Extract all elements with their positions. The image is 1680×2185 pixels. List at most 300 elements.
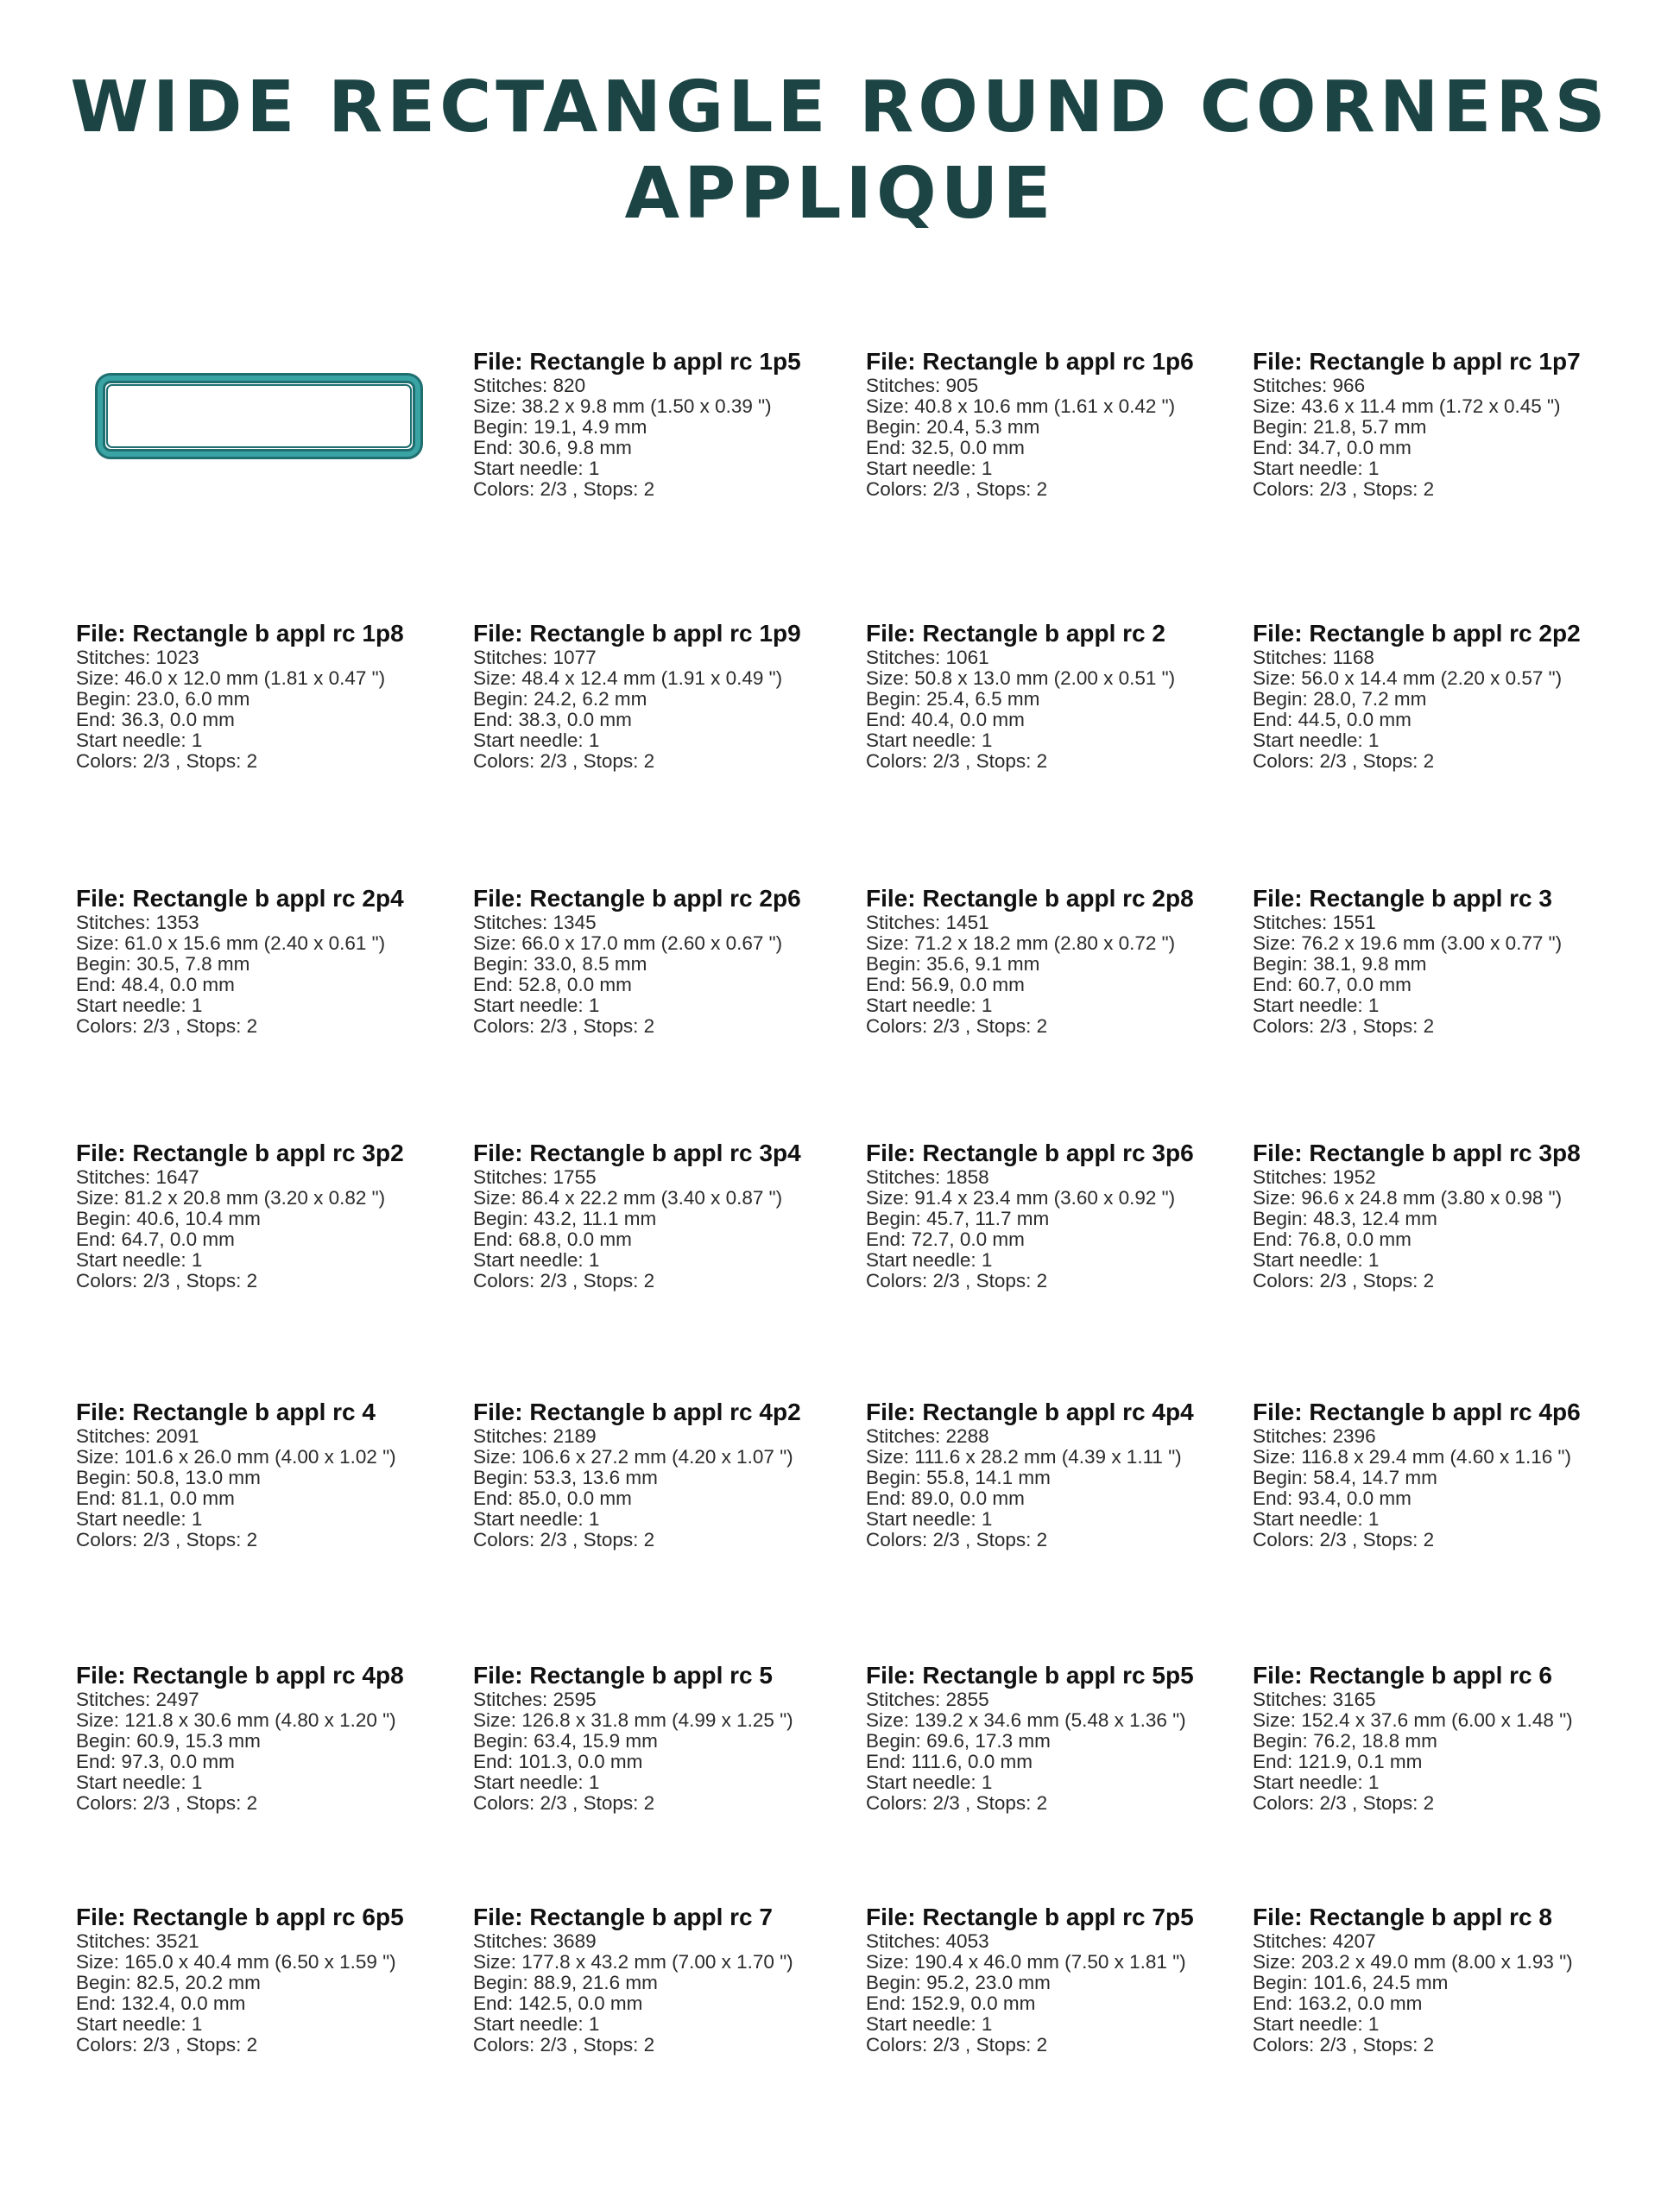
begin-value: 63.4, 15.9 mm	[534, 1730, 658, 1752]
file-end-line	[866, 975, 1194, 995]
file-name	[1253, 348, 1581, 376]
file-name	[1253, 620, 1581, 647]
start-needle-label: Start needle:	[76, 995, 192, 1016]
file-name	[866, 1140, 1194, 1167]
file-colors-line	[866, 2035, 1194, 2056]
file-colors-line	[1253, 1530, 1581, 1550]
file-name-value: Rectangle b appl rc 1p7	[1309, 348, 1581, 375]
file-end-line	[866, 1752, 1194, 1772]
file-size-line	[866, 933, 1194, 954]
begin-label: Begin:	[76, 1208, 137, 1229]
start-needle-label: Start needle:	[473, 729, 589, 751]
file-name	[866, 1662, 1194, 1689]
file-name-value: Rectangle b appl rc 3p4	[529, 1140, 801, 1166]
file-start-needle-line	[76, 2014, 404, 2035]
file-name-value: Rectangle b appl rc 4	[132, 1399, 376, 1425]
file-size-line	[1253, 1447, 1581, 1468]
file-entry	[1253, 1904, 1573, 2056]
start-needle-label: Start needle:	[473, 2013, 589, 2035]
begin-label: Begin:	[1253, 953, 1314, 975]
file-start-needle-line	[1253, 730, 1581, 751]
colors-label: Colors:	[866, 478, 933, 500]
file-end-line	[866, 438, 1194, 458]
size-value: 126.8 x 31.8 mm (4.99 x 1.25 ")	[521, 1709, 793, 1731]
end-label: End:	[473, 1228, 519, 1250]
colors-label: Colors:	[473, 750, 540, 772]
end-label: End:	[76, 1228, 122, 1250]
begin-value: 48.3, 12.4 mm	[1313, 1208, 1437, 1229]
colors-label: Colors:	[76, 1792, 143, 1814]
stitches-value: 4053	[945, 1930, 989, 1952]
stitches-label: Stitches:	[866, 1166, 946, 1188]
start-needle-value: 1	[1367, 1249, 1380, 1271]
size-label: Size:	[473, 1951, 522, 1973]
start-needle-label: Start needle:	[76, 1771, 192, 1793]
file-stitches-line	[473, 647, 801, 668]
start-needle-label: Start needle:	[76, 1249, 192, 1271]
colors-label: Colors:	[473, 478, 540, 500]
file-start-needle-line	[473, 1509, 801, 1530]
end-label: End:	[473, 1992, 519, 2014]
start-needle-label: Start needle:	[473, 1771, 589, 1793]
file-begin-line	[473, 689, 801, 710]
file-label: File:	[1253, 348, 1310, 375]
start-needle-value: 1	[191, 1249, 203, 1271]
file-end-line	[1253, 1229, 1581, 1250]
file-start-needle-line	[76, 995, 404, 1016]
file-stitches-line	[76, 1931, 404, 1952]
stitches-label: Stitches:	[473, 1930, 553, 1952]
begin-label: Begin:	[866, 1730, 927, 1752]
colors-label: Colors:	[76, 1015, 143, 1037]
file-stitches-line	[76, 913, 404, 933]
begin-value: 23.0, 6.0 mm	[136, 688, 250, 710]
file-begin-line	[1253, 417, 1581, 438]
end-label: End:	[76, 1751, 122, 1772]
end-label: End:	[1253, 437, 1298, 458]
file-begin-line	[866, 417, 1194, 438]
size-label: Size:	[1253, 667, 1302, 689]
start-needle-label: Start needle:	[1253, 1508, 1368, 1530]
file-name-value: Rectangle b appl rc 4p4	[922, 1399, 1194, 1425]
size-label: Size:	[76, 1187, 125, 1209]
size-value: 165.0 x 40.4 mm (6.50 x 1.59 ")	[124, 1951, 396, 1973]
start-needle-label: Start needle:	[866, 995, 982, 1016]
stitches-label: Stitches:	[76, 1930, 156, 1952]
file-name-value: Rectangle b appl rc 6p5	[132, 1904, 404, 1930]
file-end-line	[1253, 975, 1562, 995]
file-end-line	[1253, 1488, 1581, 1509]
end-value: 34.7, 0.0 mm	[1298, 437, 1412, 458]
stitches-value: 3689	[553, 1930, 597, 1952]
file-start-needle-line	[473, 1772, 793, 1793]
end-value: 56.9, 0.0 mm	[911, 974, 1025, 995]
file-name-value: Rectangle b appl rc 7p5	[922, 1904, 1194, 1930]
end-label: End:	[76, 974, 122, 995]
file-begin-line	[1253, 689, 1581, 710]
file-colors-line	[866, 1271, 1194, 1291]
start-needle-label: Start needle:	[76, 1508, 192, 1530]
stitches-value: 2091	[155, 1425, 199, 1447]
stitches-value: 2595	[553, 1689, 597, 1710]
file-begin-line	[1253, 1468, 1581, 1488]
size-value: 48.4 x 12.4 mm (1.91 x 0.49 ")	[521, 667, 783, 689]
end-value: 32.5, 0.0 mm	[911, 437, 1025, 458]
file-entry	[1253, 1662, 1573, 1814]
file-size-line	[473, 1447, 801, 1468]
size-label: Size:	[473, 395, 522, 417]
start-needle-label: Start needle:	[473, 458, 589, 479]
file-colors-line	[76, 2035, 404, 2056]
start-needle-value: 1	[191, 1771, 203, 1793]
file-end-line	[76, 1488, 396, 1509]
file-stitches-line	[473, 1167, 801, 1188]
rounded-rectangle-applique-preview-icon	[95, 373, 423, 459]
file-stitches-line	[76, 647, 404, 668]
stitches-label: Stitches:	[76, 1425, 156, 1447]
file-stitches-line	[76, 1689, 404, 1710]
file-entry	[473, 1662, 793, 1814]
file-entry	[473, 348, 801, 500]
file-size-line	[866, 668, 1175, 689]
file-entry	[76, 1904, 404, 2056]
file-begin-line	[76, 1731, 404, 1752]
begin-value: 33.0, 8.5 mm	[534, 953, 647, 975]
begin-value: 60.9, 15.3 mm	[136, 1730, 261, 1752]
colors-label: Colors:	[866, 1015, 933, 1037]
file-size-line	[1253, 396, 1581, 417]
end-value: 97.3, 0.0 mm	[121, 1751, 235, 1772]
file-start-needle-line	[866, 730, 1175, 751]
file-start-needle-line	[76, 1509, 396, 1530]
size-label: Size:	[473, 667, 522, 689]
file-colors-line	[1253, 2035, 1573, 2056]
stitches-label: Stitches:	[1253, 1689, 1333, 1710]
colors-value: 2/3 , Stops: 2	[142, 1015, 258, 1037]
file-name-value: Rectangle b appl rc 3p8	[1309, 1140, 1581, 1166]
size-label: Size:	[1253, 1187, 1302, 1209]
file-start-needle-line	[866, 1772, 1194, 1793]
colors-label: Colors:	[866, 1529, 933, 1550]
colors-value: 2/3 , Stops: 2	[1319, 1270, 1435, 1291]
file-name	[473, 348, 801, 376]
size-value: 38.2 x 9.8 mm (1.50 x 0.39 ")	[521, 395, 772, 417]
start-needle-value: 1	[191, 995, 203, 1016]
end-label: End:	[1253, 1228, 1298, 1250]
begin-value: 35.6, 9.1 mm	[926, 953, 1040, 975]
end-value: 52.8, 0.0 mm	[518, 974, 632, 995]
end-value: 132.4, 0.0 mm	[121, 1992, 246, 2014]
size-label: Size:	[473, 1187, 522, 1209]
file-label: File:	[76, 885, 133, 912]
begin-label: Begin:	[473, 1208, 534, 1229]
stitches-label: Stitches:	[473, 912, 553, 933]
end-value: 40.4, 0.0 mm	[911, 709, 1025, 730]
stitches-value: 1755	[553, 1166, 597, 1188]
file-name	[473, 1399, 801, 1426]
file-end-line	[866, 1993, 1194, 2014]
start-needle-value: 1	[981, 1508, 993, 1530]
stitches-value: 1858	[945, 1166, 989, 1188]
begin-label: Begin:	[473, 953, 534, 975]
file-colors-line	[76, 1271, 404, 1291]
file-end-line	[473, 1993, 793, 2014]
stitches-value: 820	[553, 375, 586, 396]
end-value: 111.6, 0.0 mm	[911, 1751, 1033, 1772]
file-label: File:	[473, 620, 530, 647]
begin-label: Begin:	[866, 1972, 927, 1993]
file-colors-line	[1253, 1793, 1573, 1814]
end-label: End:	[1253, 1751, 1298, 1772]
file-begin-line	[1253, 954, 1562, 975]
colors-value: 2/3 , Stops: 2	[540, 1792, 655, 1814]
file-colors-line	[76, 1530, 396, 1550]
file-stitches-line	[866, 376, 1194, 396]
file-label: File:	[866, 620, 923, 647]
stitches-value: 1952	[1332, 1166, 1376, 1188]
file-stitches-line	[1253, 1426, 1581, 1447]
end-label: End:	[473, 974, 519, 995]
size-value: 116.8 x 29.4 mm (4.60 x 1.16 ")	[1301, 1446, 1572, 1468]
stitches-value: 2189	[553, 1425, 597, 1447]
stitches-label: Stitches:	[1253, 1930, 1333, 1952]
file-colors-line	[866, 1530, 1194, 1550]
colors-value: 2/3 , Stops: 2	[540, 478, 655, 500]
begin-value: 69.6, 17.3 mm	[926, 1730, 1051, 1752]
colors-label: Colors:	[473, 1270, 540, 1291]
begin-value: 20.4, 5.3 mm	[926, 416, 1040, 438]
begin-value: 28.0, 7.2 mm	[1313, 688, 1427, 710]
file-colors-line	[76, 1016, 404, 1037]
colors-value: 2/3 , Stops: 2	[1319, 1015, 1435, 1037]
file-stitches-line	[1253, 1689, 1573, 1710]
file-entry	[76, 620, 404, 772]
file-name	[866, 885, 1194, 913]
start-needle-value: 1	[1367, 1508, 1380, 1530]
start-needle-label: Start needle:	[866, 2013, 982, 2035]
file-name	[473, 885, 801, 913]
start-needle-value: 1	[1367, 2013, 1380, 2035]
file-end-line	[473, 1488, 801, 1509]
colors-label: Colors:	[473, 1529, 540, 1550]
file-name	[866, 1399, 1194, 1426]
start-needle-value: 1	[191, 729, 203, 751]
file-stitches-line	[866, 1931, 1194, 1952]
stitches-value: 1023	[155, 647, 199, 668]
begin-label: Begin:	[1253, 688, 1314, 710]
file-size-line	[473, 1710, 793, 1731]
stitches-label: Stitches:	[866, 912, 946, 933]
file-end-line	[473, 1229, 801, 1250]
file-end-line	[473, 1752, 793, 1772]
start-needle-value: 1	[981, 995, 993, 1016]
file-end-line	[866, 710, 1175, 730]
file-size-line	[76, 1447, 396, 1468]
stitches-value: 1353	[155, 912, 199, 933]
file-name-value: Rectangle b appl rc 4p8	[132, 1662, 404, 1689]
file-name-value: Rectangle b appl rc 3p6	[922, 1140, 1194, 1166]
file-size-line	[76, 1188, 404, 1209]
size-label: Size:	[76, 1446, 125, 1468]
colors-value: 2/3 , Stops: 2	[142, 1792, 258, 1814]
start-needle-label: Start needle:	[473, 995, 589, 1016]
stitches-label: Stitches:	[76, 1166, 156, 1188]
file-name	[76, 1140, 404, 1167]
begin-label: Begin:	[866, 416, 927, 438]
file-entry	[473, 1904, 793, 2056]
file-size-line	[473, 396, 801, 417]
end-value: 30.6, 9.8 mm	[518, 437, 632, 458]
colors-label: Colors:	[473, 1792, 540, 1814]
file-colors-line	[473, 1530, 801, 1550]
file-name-value: Rectangle b appl rc 2p6	[529, 885, 801, 912]
size-label: Size:	[1253, 395, 1302, 417]
begin-label: Begin:	[76, 1730, 137, 1752]
start-needle-label: Start needle:	[76, 729, 192, 751]
colors-value: 2/3 , Stops: 2	[1319, 750, 1435, 772]
size-label: Size:	[866, 1951, 915, 1973]
begin-value: 101.6, 24.5 mm	[1313, 1972, 1449, 1993]
file-begin-line	[1253, 1731, 1573, 1752]
begin-label: Begin:	[76, 1467, 137, 1488]
colors-value: 2/3 , Stops: 2	[932, 750, 1048, 772]
file-begin-line	[473, 1468, 801, 1488]
file-label: File:	[866, 1399, 923, 1425]
file-label: File:	[1253, 1662, 1310, 1689]
file-name	[866, 620, 1175, 647]
begin-label: Begin:	[473, 1972, 534, 1993]
file-label: File:	[473, 348, 530, 375]
file-colors-line	[473, 1793, 793, 1814]
begin-label: Begin:	[473, 1730, 534, 1752]
begin-label: Begin:	[76, 953, 137, 975]
colors-value: 2/3 , Stops: 2	[540, 1270, 655, 1291]
colors-value: 2/3 , Stops: 2	[540, 1529, 655, 1550]
end-value: 142.5, 0.0 mm	[518, 1992, 643, 2014]
end-value: 44.5, 0.0 mm	[1298, 709, 1412, 730]
file-end-line	[473, 438, 801, 458]
end-label: End:	[1253, 1487, 1298, 1509]
begin-value: 30.5, 7.8 mm	[136, 953, 250, 975]
begin-label: Begin:	[1253, 1467, 1314, 1488]
colors-value: 2/3 , Stops: 2	[142, 1529, 258, 1550]
colors-value: 2/3 , Stops: 2	[142, 750, 258, 772]
size-value: 152.4 x 37.6 mm (6.00 x 1.48 ")	[1301, 1709, 1573, 1731]
file-name-value: Rectangle b appl rc 1p9	[529, 620, 801, 647]
file-colors-line	[76, 751, 404, 772]
begin-label: Begin:	[76, 688, 137, 710]
file-label: File:	[866, 1904, 923, 1930]
start-needle-value: 1	[981, 1771, 993, 1793]
file-begin-line	[866, 1731, 1194, 1752]
stitches-label: Stitches:	[866, 1425, 946, 1447]
size-label: Size:	[473, 1446, 522, 1468]
end-label: End:	[866, 1992, 912, 2014]
file-colors-line	[1253, 751, 1581, 772]
file-entry	[76, 1140, 404, 1291]
file-start-needle-line	[1253, 1250, 1581, 1271]
file-begin-line	[76, 1973, 404, 1993]
file-size-line	[866, 1188, 1194, 1209]
file-entry	[76, 885, 404, 1037]
file-begin-line	[866, 1209, 1194, 1229]
end-value: 72.7, 0.0 mm	[911, 1228, 1025, 1250]
colors-value: 2/3 , Stops: 2	[1319, 1792, 1435, 1814]
size-label: Size:	[866, 1187, 915, 1209]
end-label: End:	[76, 709, 122, 730]
file-end-line	[1253, 1752, 1573, 1772]
file-colors-line	[866, 479, 1194, 500]
size-value: 66.0 x 17.0 mm (2.60 x 0.67 ")	[521, 932, 783, 954]
colors-label: Colors:	[1253, 478, 1320, 500]
file-stitches-line	[866, 1167, 1194, 1188]
end-value: 101.3, 0.0 mm	[518, 1751, 643, 1772]
start-needle-value: 1	[588, 458, 600, 479]
file-stitches-line	[866, 1689, 1194, 1710]
file-start-needle-line	[866, 1250, 1194, 1271]
colors-label: Colors:	[76, 1270, 143, 1291]
size-label: Size:	[473, 932, 522, 954]
file-name-value: Rectangle b appl rc 1p6	[922, 348, 1194, 375]
start-needle-value: 1	[1367, 458, 1380, 479]
begin-label: Begin:	[866, 1467, 927, 1488]
stitches-value: 966	[1332, 375, 1366, 396]
start-needle-label: Start needle:	[866, 1771, 982, 1793]
file-name	[473, 1662, 793, 1689]
start-needle-value: 1	[588, 1508, 600, 1530]
begin-value: 95.2, 23.0 mm	[926, 1972, 1051, 1993]
file-label: File:	[76, 1662, 133, 1689]
colors-value: 2/3 , Stops: 2	[1319, 2034, 1435, 2056]
file-end-line	[473, 975, 801, 995]
file-stitches-line	[473, 1689, 793, 1710]
start-needle-value: 1	[588, 1771, 600, 1793]
size-value: 76.2 x 19.6 mm (3.00 x 0.77 ")	[1301, 932, 1563, 954]
end-label: End:	[473, 709, 519, 730]
file-size-line	[1253, 668, 1581, 689]
begin-label: Begin:	[76, 1972, 137, 1993]
end-value: 89.0, 0.0 mm	[911, 1487, 1025, 1509]
begin-value: 38.1, 9.8 mm	[1313, 953, 1427, 975]
size-value: 190.4 x 46.0 mm (7.50 x 1.81 ")	[914, 1951, 1186, 1973]
colors-label: Colors:	[866, 2034, 933, 2056]
file-name-value: Rectangle b appl rc 4p6	[1309, 1399, 1581, 1425]
begin-label: Begin:	[866, 688, 927, 710]
file-stitches-line	[473, 1426, 801, 1447]
end-label: End:	[76, 1992, 122, 2014]
begin-value: 24.2, 6.2 mm	[534, 688, 647, 710]
size-value: 111.6 x 28.2 mm (4.39 x 1.11 ")	[914, 1446, 1182, 1468]
size-label: Size:	[1253, 1446, 1302, 1468]
file-size-line	[866, 1710, 1194, 1731]
file-label: File:	[866, 1140, 923, 1166]
file-name-value: Rectangle b appl rc 5p5	[922, 1662, 1194, 1689]
file-entry	[866, 620, 1175, 772]
stitches-value: 1451	[945, 912, 989, 933]
file-label: File:	[76, 1399, 133, 1425]
file-entry	[866, 1904, 1194, 2056]
file-name	[473, 620, 801, 647]
file-name-value: Rectangle b appl rc 3p2	[132, 1140, 404, 1166]
size-label: Size:	[866, 1709, 915, 1731]
start-needle-value: 1	[191, 1508, 203, 1530]
colors-value: 2/3 , Stops: 2	[932, 1529, 1048, 1550]
file-stitches-line	[473, 913, 801, 933]
file-name-value: Rectangle b appl rc 2	[922, 620, 1165, 647]
end-value: 60.7, 0.0 mm	[1298, 974, 1412, 995]
begin-label: Begin:	[1253, 1208, 1314, 1229]
colors-label: Colors:	[866, 1792, 933, 1814]
